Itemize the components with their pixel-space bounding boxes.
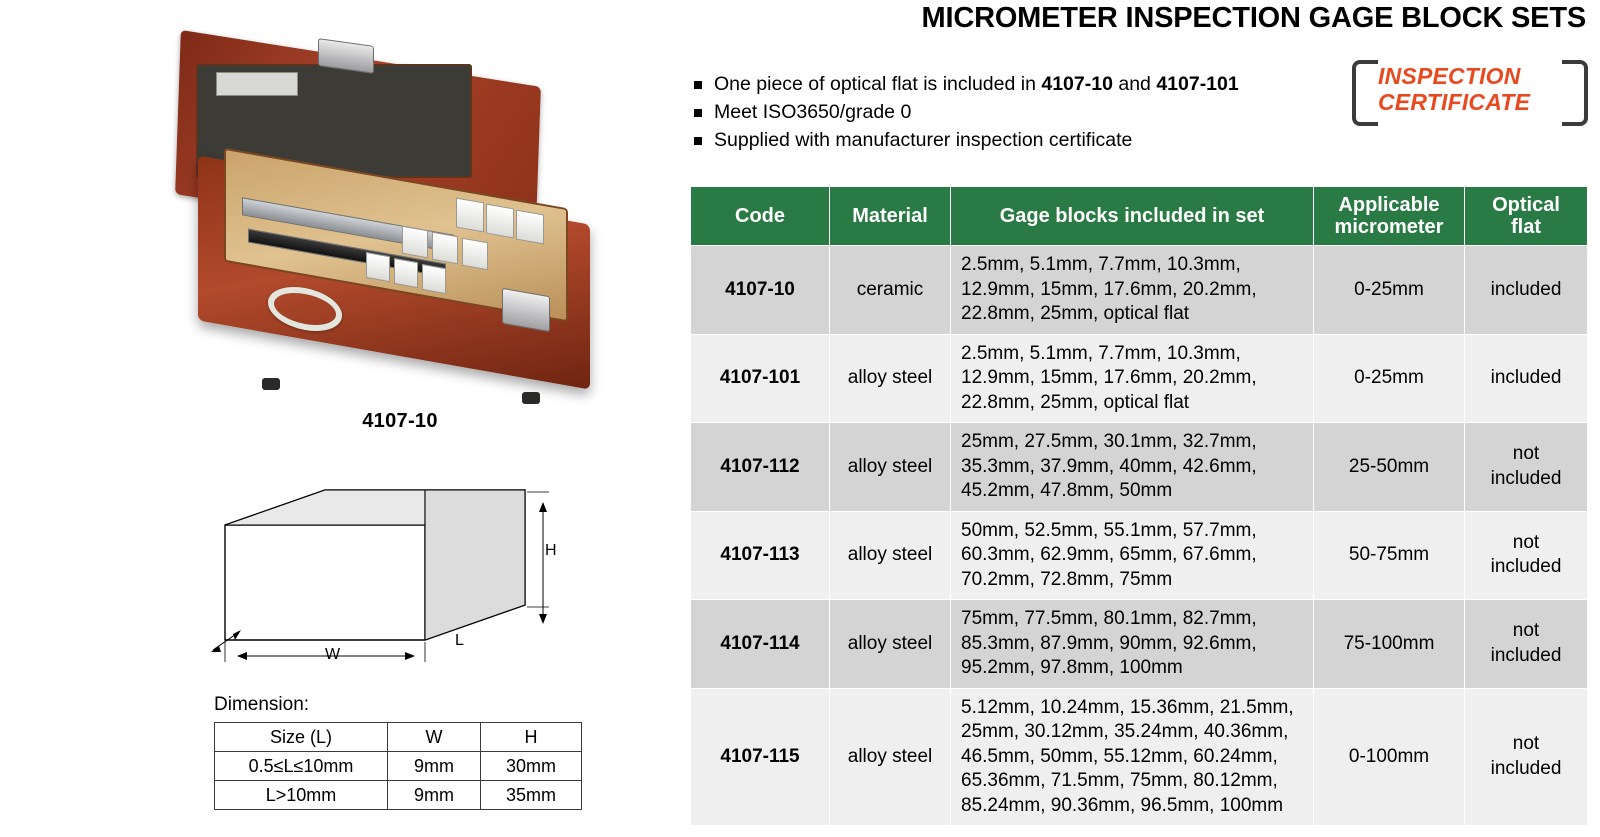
bullet-bold-4107-101: 4107-101 [1156, 73, 1239, 95]
cell-code: 4107-112 [691, 423, 830, 512]
cell-applicable-micrometer: 0-25mm [1314, 246, 1465, 335]
table-row [691, 511, 1588, 600]
table-header-row [691, 187, 1588, 246]
block-dimension-diagram [205, 480, 605, 680]
dim-header-size: Size (L) [215, 723, 388, 752]
gage-block [516, 210, 544, 245]
list-item [690, 72, 1330, 97]
width-dimension-label: W [325, 646, 341, 663]
table-row [691, 334, 1588, 423]
dim-cell-height: 30mm [481, 752, 582, 781]
right-column [690, 0, 1600, 837]
length-dimension-label: L [455, 632, 464, 649]
feature-list [690, 72, 1330, 156]
table-row [215, 723, 582, 752]
cell-material: alloy steel [830, 511, 951, 600]
dim-cell-size: 0.5≤L≤10mm [215, 752, 388, 781]
column-header-applicable-line2: micrometer [1334, 216, 1444, 238]
bullet-text-1: One piece of optical flat is included in [714, 73, 1042, 95]
cell-gage-blocks: 2.5mm, 5.1mm, 7.7mm, 10.3mm, 12.9mm, 15mm, 17.6mm, 20.2mm, 22.8mm, 25mm, optical flat [951, 246, 1314, 335]
gage-block [402, 226, 428, 259]
column-header-optical-line2: flat [1511, 216, 1541, 238]
cell-applicable-micrometer: 0-100mm [1314, 688, 1465, 826]
dimension-table [214, 722, 582, 810]
column-header-applicable-micrometer [1314, 187, 1465, 246]
bullet-bold-4107-10: 4107-10 [1041, 73, 1113, 95]
cell-gage-blocks: 25mm, 27.5mm, 30.1mm, 32.7mm, 35.3mm, 37.9mm, 40mm, 42.6mm, 45.2mm, 47.8mm, 50mm [951, 423, 1314, 512]
bullet-text-3: Supplied with manufacturer inspection certificate [714, 129, 1133, 151]
column-header-applicable-line1: Applicable [1338, 194, 1440, 216]
cell-code: 4107-10 [691, 246, 830, 335]
dim-cell-width: 9mm [388, 781, 481, 810]
bullet-mid: and [1112, 73, 1157, 95]
table-row [691, 600, 1588, 689]
cell-material: alloy steel [830, 423, 951, 512]
cell-code: 4107-114 [691, 600, 830, 689]
dim-header-height: H [481, 723, 582, 752]
cell-optical-flat: included [1465, 334, 1588, 423]
bracket-left-icon [1352, 60, 1378, 126]
table-row [691, 688, 1588, 826]
bracket-right-icon [1562, 60, 1588, 126]
dim-cell-height: 35mm [481, 781, 582, 810]
column-header-gage-blocks: Gage blocks included in set [951, 187, 1314, 246]
dim-cell-size: L>10mm [215, 781, 388, 810]
cell-code: 4107-113 [691, 511, 830, 600]
dimension-table-title: Dimension: [214, 694, 310, 715]
cell-applicable-micrometer: 0-25mm [1314, 334, 1465, 423]
gage-block [432, 232, 458, 265]
dim-cell-width: 9mm [388, 752, 481, 781]
cell-gage-blocks: 75mm, 77.5mm, 80.1mm, 82.7mm, 85.3mm, 87.9mm, 90mm, 92.6mm, 95.2mm, 97.8mm, 100mm [951, 600, 1314, 689]
case-foot [522, 392, 540, 404]
cell-optical-flat: included [1465, 246, 1588, 335]
cell-optical-flat: not included [1465, 688, 1588, 826]
cell-material: alloy steel [830, 334, 951, 423]
table-row [215, 752, 582, 781]
cell-material: alloy steel [830, 688, 951, 826]
left-column [0, 0, 690, 837]
cell-gage-blocks: 50mm, 52.5mm, 55.1mm, 57.7mm, 60.3mm, 62.9mm, 65mm, 67.6mm, 70.2mm, 72.8mm, 75mm [951, 511, 1314, 600]
table-row [691, 423, 1588, 512]
gage-block [394, 258, 418, 288]
case-lid-plate [216, 72, 298, 96]
column-header-optical-flat [1465, 187, 1588, 246]
gage-block [456, 198, 484, 233]
column-header-optical-line1: Optical [1492, 194, 1560, 216]
page-title: MICROMETER INSPECTION GAGE BLOCK SETS [921, 2, 1586, 34]
block-diagram-svg [205, 480, 605, 680]
gage-block [486, 204, 514, 239]
cell-optical-flat: not included [1465, 511, 1588, 600]
cell-applicable-micrometer: 75-100mm [1314, 600, 1465, 689]
cell-code: 4107-115 [691, 688, 830, 826]
photo-caption: 4107-10 [362, 410, 438, 432]
cell-code: 4107-101 [691, 334, 830, 423]
inspection-certificate-badge [1352, 60, 1588, 118]
cell-optical-flat: not included [1465, 423, 1588, 512]
height-dimension-label: H [545, 542, 557, 559]
cell-applicable-micrometer: 25-50mm [1314, 423, 1465, 512]
case-foot [262, 378, 280, 390]
table-row [215, 781, 582, 810]
cell-gage-blocks: 2.5mm, 5.1mm, 7.7mm, 10.3mm, 12.9mm, 15mm, 17.6mm, 20.2mm, 22.8mm, 25mm, optical flat [951, 334, 1314, 423]
gage-block [422, 264, 446, 294]
cell-material: ceramic [830, 246, 951, 335]
list-item [690, 100, 1330, 125]
certificate-text [1378, 63, 1530, 115]
cell-applicable-micrometer: 50-75mm [1314, 511, 1465, 600]
cell-optical-flat: not included [1465, 600, 1588, 689]
column-header-code: Code [691, 187, 830, 246]
cell-gage-blocks: 5.12mm, 10.24mm, 15.36mm, 21.5mm, 25mm, 30.12mm, 35.24mm, 40.36mm, 46.5mm, 50mm, 55.12mm, 60.24mm, 65.36mm, 71.5mm, 75mm, 80.12mm, 85.24mm, 90.36mm, 96.5mm, 100mm [951, 688, 1314, 826]
gage-block [462, 238, 488, 271]
gage-block-set-photo [150, 40, 650, 410]
dim-header-width: W [388, 723, 481, 752]
bullet-text-2: Meet ISO3650/grade 0 [714, 101, 912, 123]
product-specification-table [690, 186, 1588, 826]
certificate-line1: INSPECTION [1378, 63, 1521, 89]
list-item [690, 128, 1330, 153]
certificate-line2: CERTIFICATE [1378, 89, 1531, 115]
column-header-material: Material [830, 187, 951, 246]
table-row [691, 246, 1588, 335]
cell-material: alloy steel [830, 600, 951, 689]
gage-block [366, 252, 390, 282]
